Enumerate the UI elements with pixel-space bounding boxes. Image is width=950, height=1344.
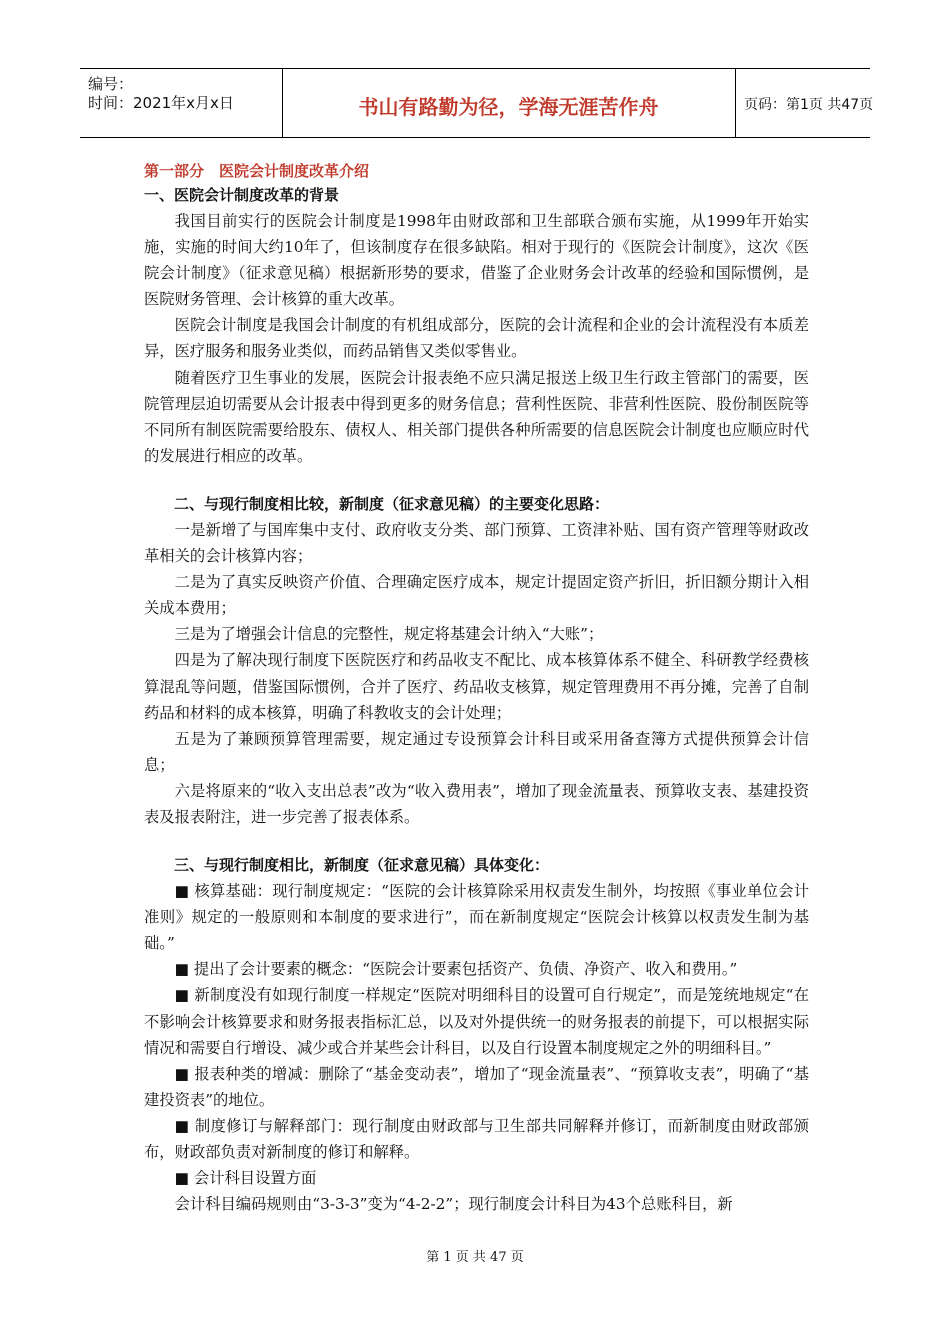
- doc-date: 时间：2021年x月x日: [88, 94, 234, 112]
- paragraph: 五是为了兼顾预算管理需要，规定通过专设预算会计科目或采用备查簿方式提供预算会计信息；: [144, 729, 809, 774]
- header-middle-cell: [282, 69, 736, 137]
- spacer: [144, 830, 809, 852]
- paragraph: 四是为了解决现行制度下医院医疗和药品收支不配比、成本核算体系不健全、科研教学经费核算混乱等问题，借鉴国际惯例，合并了医疗、药品收支核算，规定管理费用不再分摊，完善了自制药品和材料的成本核算，明确了科教收支的会计处理；: [144, 651, 809, 722]
- header-page-code: 页码：第1页 共47页: [744, 97, 874, 113]
- part-title: 第一部分 医院会计制度改革介绍: [144, 162, 370, 180]
- bullet-paragraph: ■ 会计科目设置方面: [174, 1169, 317, 1188]
- bullet-paragraph: ■ 核算基础：现行制度规定：“医院的会计核算除采用权责发生制外，均按照《事业单位会计准则》规定的一般原则和本制度的要求进行”，而在新制度规定“医院会计核算以权责发生制为基础。”: [144, 882, 809, 953]
- header-motto: 书山有路勤为径，学海无涯苦作舟: [358, 95, 659, 119]
- bullet-paragraph: ■ 制度修订与解释部门：现行制度由财政部与卫生部共同解释并修订，而新制度由财政部颁布，财政部负责对新制度的修订和解释。: [144, 1116, 809, 1161]
- paragraph: 六是将原来的“收入支出总表”改为“收入费用表”，增加了现金流量表、预算收支表、基建投资表及报表附注，进一步完善了报表体系。: [144, 781, 809, 826]
- section-3-heading: 三、与现行制度相比，新制度（征求意见稿）具体变化：: [174, 856, 550, 875]
- paragraph: 我国目前实行的医院会计制度是1998年由财政部和卫生部联合颁布实施，从1999年开始实施，实施的时间大约10年了，但该制度存在很多缺陷。相对于现行的《医院会计制度》，这次《医院会计制度》（征求意见稿）根据新形势的要求，借鉴了企业财务会计改革的经验和国际惯例，是医院财务管理、会计核算的重大改革。: [144, 212, 809, 309]
- bullet-paragraph: ■ 报表种类的增减：删除了“基金变动表”，增加了“现金流量表”、“预算收支表”，明确了“基建投资表”的地位。: [144, 1064, 809, 1109]
- doc-code-label: 编号：: [88, 75, 134, 93]
- page-footer: 第 1 页 共 47 页: [426, 1250, 524, 1265]
- bullet-paragraph: ■ 新制度没有如现行制度一样规定“医院对明细科目的设置可自行规定”，而是笼统地规定“在不影响会计核算要求和财务报表指标汇总，以及对外提供统一的财务报表的前提下，可以根据实际情况和需要自行增设、减少或合并某些会计科目，以及自行设置本制度规定之外的明细科目。”: [144, 986, 809, 1057]
- header-right-cell: [735, 69, 874, 137]
- paragraph: 三是为了增强会计信息的完整性，规定将基建会计纳入“大账”；: [174, 625, 604, 644]
- page-header: [80, 68, 874, 138]
- section-1-heading: 一、医院会计制度改革的背景: [144, 186, 340, 204]
- paragraph: 二是为了真实反映资产价值、合理确定医疗成本，规定计提固定资产折旧，折旧额分期计入相关成本费用；: [144, 573, 809, 618]
- paragraph: 会计科目编码规则由“3-3-3”变为“4-2-2”；现行制度会计科目为43个总账科目，新: [174, 1195, 733, 1214]
- section-2-heading: 二、与现行制度相比较，新制度（征求意见稿）的主要变化思路：: [174, 494, 610, 513]
- paragraph: 随着医疗卫生事业的发展，医院会计报表绝不应只满足报送上级卫生行政主管部门的需要，医院管理层迫切需要从会计报表中得到更多的财务信息；营利性医院、非营利性医院、股份制医院等不同所有制医院需要给股东、债权人、相关部门提供各种所需要的信息医院会计制度也应顺应时代的发展进行相应的改革。: [144, 368, 809, 465]
- paragraph: 医院会计制度是我国会计制度的有机组成部分，医院的会计流程和企业的会计流程没有本质差异，医疗服务和服务业类似，而药品销售又类似零售业。: [144, 316, 809, 361]
- document-body: [144, 160, 809, 1217]
- spacer: [144, 469, 809, 491]
- paragraph: 一是新增了与国库集中支付、政府收支分类、部门预算、工资津补贴、国有资产管理等财政改革相关的会计核算内容；: [144, 520, 809, 566]
- header-left-cell: [80, 69, 283, 137]
- bullet-paragraph: ■ 提出了会计要素的概念：“医院会计要素包括资产、负债、净资产、收入和费用。”: [174, 960, 738, 979]
